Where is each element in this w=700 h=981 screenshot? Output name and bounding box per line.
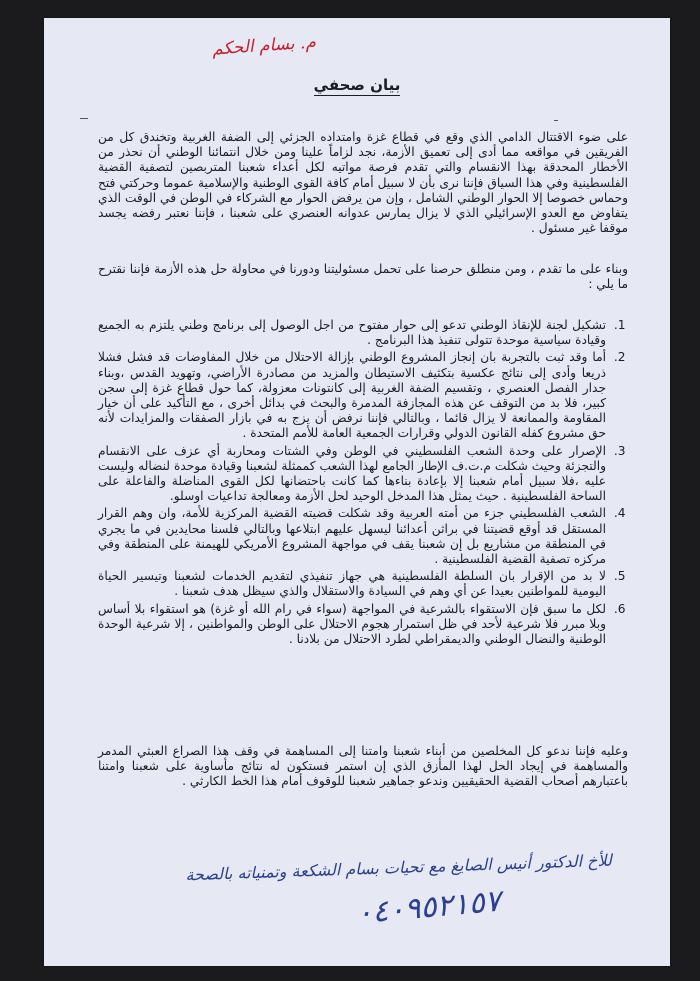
handwritten-dedication: للأخ الدكتور أنيس الصايغ مع تحيات بسام الشكعة وتمنياته بالصحة (185, 850, 613, 885)
proposal-intro-paragraph: وبناء على ما تقدم ، ومن منطلق حرصنا على تحمل مسئوليتنا ودورنا في محاولة حل هذه الأزمة فإننا نقترح ما يلي : (98, 262, 628, 292)
closing-paragraph: وعليه فإننا ندعو كل المخلصين من أبناء شعبنا وامتنا إلى المساهمة في وقف هذا الصراع العبثي المدمر والمساهمة في إيجاد الحل لهذا المأزق الذي إن استمر فستكون له نتائج مأساوية على شعبنا وامتنا باعتبارهم أصحاب القضية الحقيقيين وندعو جماهير شعبنا للوقوف أمام هذا الخط الكارثي . (98, 744, 628, 789)
list-item: 4. الشعب الفلسطيني جزء من أمته العربية وقد شكلت قضيته القضية المركزية للأمة، وان وهم القرار المستقل قد أوقع قضيتنا في براثن أعدائنا ليسهل عليهم ابتلاعها وبالتالي فلسنا محايدين في ما يجري في المنطقة من مشاريع بل إن شعبنا يقف في مواجهة المشروع الأمريكي للهيمنة على المنطقة وفي مركزه تصفية القضية الفلسطينية . (98, 506, 610, 567)
page-title: بيان صحفي (313, 76, 401, 94)
proposal-list (98, 318, 634, 649)
list-item: 6. لكل ما سبق فإن الاستقواء بالشرعية في المواجهة (سواء في رام الله أو غزة) هو استقواء بلا أساس وبلا مبرر فلا شرعية لأحد في ظل استمرار هجوم الاحتلال على الوطن والمواطنين ، إلا شرعية الوحدة الوطنية والنضال الوطني والديمقراطي لطرد الاحتلال من بلادنا . (98, 602, 610, 648)
list-item: 2. أما وقد ثبت بالتجربة بان إنجاز المشروع الوطني بإزالة الاحتلال من خلال المفاوضات قد فشل فشلا ذريعا وأدى إلى نتائج عكسية بتكثيف الاستيطان والمزيد من مصادرة الأراضي، وتهويد القدس ،وبناء جدار الفصل العنصري ، وتقسيم الضفة الغربية إلى كانتونات معزولة، كما حول قطاع غزة إلى سجن كبير، فلا بد من التوقف عن هذه المجازفة المدمرة والبحث في بدائل أخرى ، مع التأكيد على أن خيار المقاومة والممانعة لا يزال قائما ، وبالتالي فإننا نرفض أن يزج به في بازار الصفقات والمزايدات لأنه حق مشروع كفله القانون الدولي وقرارات الجمعية العامة للأمم المتحدة . (98, 350, 610, 441)
list-item: 1. تشكيل لجنة للإنقاذ الوطني تدعو إلى حوار مفتوح من اجل الوصول إلى برنامج وطني يلتزم به الجميع وقيادة سياسية موحدة تتولى تنفيذ هذا البرنامج . (98, 318, 610, 348)
intro-paragraph: على ضوء الاقتتال الدامي الذي وقع في قطاع غزة وامتداده الجزئي إلى الضفة الغربية وتخندق كل من الفريقين في مواقعه مما أدى إلى تعميق الأزمة، نجد لزاماً علينا ومن خلال انتمائنا الوطني أن نحذر من الأخطار المحدقة بهذا الانقسام والتي تقدم فرصة مواتيه لكل أعداء شعبنا المتربصين لتصفية القضية الفلسطينية وفي هذا السياق فإننا نرى بأن لا سبيل أمام كافة القوى الوطنية والإسلامية عموما وحركتي فتح وحماس خصوصا إلا الحوار الوطني الشامل ، وإن من يرفض الحوار مع الشركاء في الوطن في الوقت الذي يتفاوض مع العدو الإسرائيلي الذي لا يزال يمارس عدوانه العنصري على شعبنا ، فإننا نعتبر رفضه يجسد موقفا غير مسئول . (98, 130, 628, 236)
handwritten-top-note: م. بسام الحكم (211, 32, 317, 60)
list-item: 3. الإصرار على وحدة الشعب الفلسطيني في الوطن وفي الشتات ومحاربة أي عزف على الانقسام والتجزئة وحيث شكلت م.ت.ف الإطار الجامع لهذا الشعب كممثلة لشعبنا وقيادة موحدة لنضاله وليست عليه ،فلا سبيل أمام شعبنا إلا بإعادة بناءها كما كانت باحتضانها لكل القوى المناضلة والفاعلة على الساحة الفلسطينية . حيث يمثل هذا المدخل الوحيد لحل الأزمة ومعالجة تداعيات اوسلو. (98, 444, 610, 505)
margin-mark (80, 118, 88, 119)
handwritten-phone-number: ٠٤٠٩٥٢١٥٧ (354, 883, 503, 932)
list-item: 5. لا بد من الإقرار بان السلطة الفلسطينية هي جهاز تنفيذي لتقديم الخدمات لشعبنا وتيسير الحياة اليومية للمواطنين بعيدا عن أي وهم في السيادة والاستقلال والذي سيظل هدف شعبنا . (98, 569, 610, 599)
document-page (44, 18, 670, 966)
margin-mark (554, 120, 558, 121)
